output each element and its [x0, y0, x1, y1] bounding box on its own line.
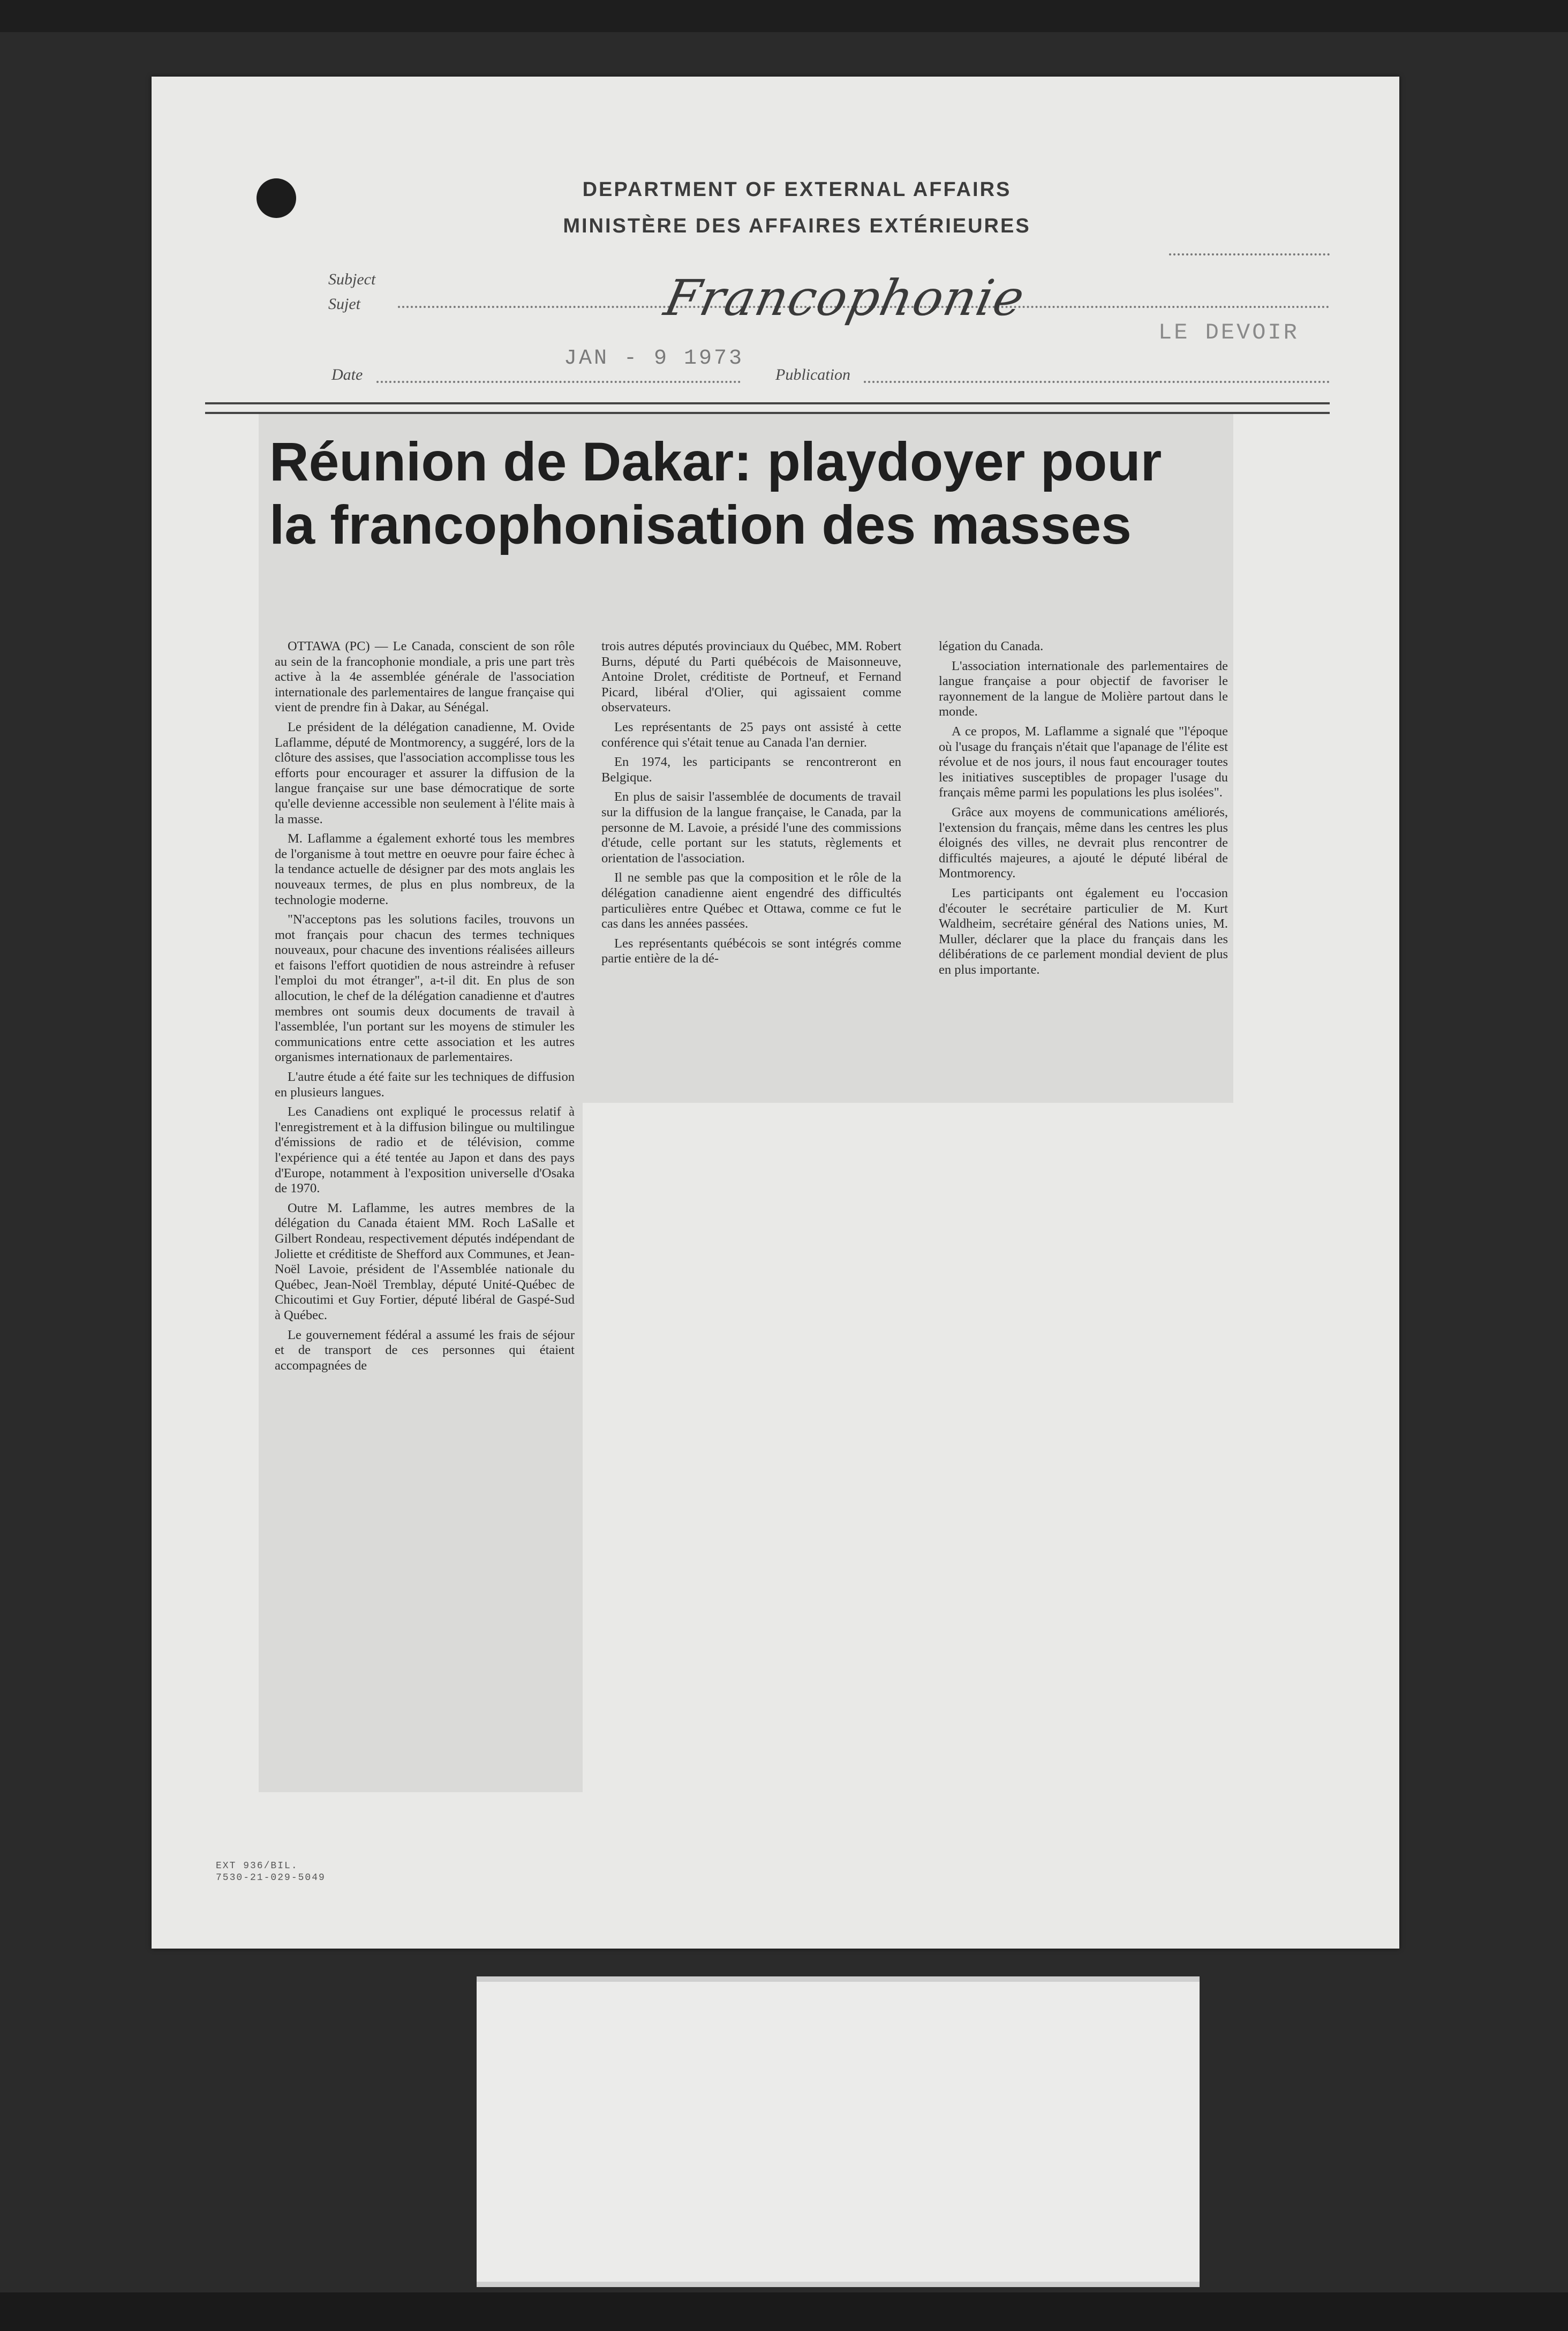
newspaper-clipping: [259, 414, 1239, 1796]
col1-paragraph: Outre M. Laflamme, les autres membres de la délégation du Canada étaient MM. Roch LaSalle et Gilbert Rondeau, respectivement députés indépendant de Joliette et créditiste de Shefford aux Communes, et Jean-Noël Lavoie, président de l'Assemblée nationale du Québec, Jean-Noël Tremblay, député Unité-Québec de Chicoutimi et Guy Fortier, député libéral de Gaspé-Sud à Québec.: [275, 1200, 575, 1322]
col2-paragraph: Les représentants québécois se sont intégrés comme partie entière de la dé-: [601, 936, 901, 966]
col3-paragraph: Les participants ont également eu l'occasion d'écouter le secrétaire particulier de M. Kurt Waldheim, secrétaire général des Nations unies, M. Muller, déclarer que la place du français dans les délibérations de ce parlement mondial devient de plus en plus importante.: [939, 885, 1228, 977]
department-title-en: DEPARTMENT OF EXTERNAL AFFAIRS: [582, 178, 1012, 201]
article-headline: [269, 430, 1228, 557]
headline-line-2: la francophonisation des masses: [269, 494, 1132, 555]
col1-paragraph: Le président de la délégation canadienne, M. Ovide Laflamme, député de Montmorency, a suggéré, lors de la clôture des assises, que l'association accomplisse tous les efforts pour encourager et assurer la diffusion de la langue française sur une base démocratique de sorte qu'elle devienne accessible non seulement à l'élite mais à la masse.: [275, 719, 575, 826]
col3-paragraph: Grâce aux moyens de communications améliorés, l'extension du français, même dans les centres les plus éloignés des villes, ne devrait plus rencontrer de difficultés majeures, a ajouté le député libéral de Montmorency.: [939, 804, 1228, 881]
sujet-label: Sujet: [328, 295, 360, 313]
date-stamp: JAN - 9 1973: [564, 347, 744, 371]
headline-line-1: Réunion de Dakar: playdoyer pour: [269, 431, 1162, 492]
col1-paragraph: Le gouvernement fédéral a assumé les frais de séjour et de transport de ces personnes qui étaient accompagnées de: [275, 1327, 575, 1373]
subject-handwritten-value: Francophonie: [659, 269, 1030, 327]
publication-stamp: LE DEVOIR: [1158, 320, 1299, 345]
article-column-1: [275, 639, 575, 1378]
col1-paragraph: M. Laflamme a également exhorté tous les membres de l'organisme à tout mettre en oeuvre pour faire échec à la tendance actuelle de désigner par des mots anglais les nouveaux termes, de plus en plus nombreux, de la technologie moderne.: [275, 831, 575, 907]
date-label: Date: [331, 366, 363, 384]
form-code: [216, 1860, 326, 1884]
col1-paragraph: OTTAWA (PC) — Le Canada, conscient de son rôle au sein de la francophonie mondiale, a pris une part très active à la 4e assemblée générale de l'association internationale des parlementaires de langue française qui vient de prendre fin à Dakar, au Sénégal.: [275, 639, 575, 715]
article-column-2: [601, 639, 901, 971]
col2-paragraph: Les représentants de 25 pays ont assisté à cette conférence qui s'était tenue au Canada l'an dernier.: [601, 719, 901, 750]
col2-paragraph: En 1974, les participants se rencontreront en Belgique.: [601, 755, 901, 785]
publication-line: [864, 381, 1330, 383]
date-line: [376, 381, 741, 383]
top-right-rule: [1169, 253, 1330, 255]
header-double-rule: [205, 402, 1330, 414]
department-title-fr: MINISTÈRE DES AFFAIRES EXTÉRIEURES: [563, 215, 1031, 237]
col2-paragraph: En plus de saisir l'assemblée de documents de travail sur la diffusion de la langue française, le Canada, par la personne de M. Lavoie, a présidé l'une des commissions d'étude, celle portant sur les statuts, règlements et orientation de l'association.: [601, 789, 901, 866]
col3-paragraph: légation du Canada.: [939, 639, 1044, 653]
film-edge-top: [0, 0, 1568, 32]
col2-paragraph: Il ne semble pas que la composition et le rôle de la délégation canadienne aient engendré des difficultés particulières entre Québec et Ottawa, comme ce fut le cas dans les années passées.: [601, 870, 901, 931]
publication-label: Publication: [775, 366, 850, 384]
col2-paragraph: trois autres députés provinciaux du Québec, MM. Robert Burns, député du Parti québécois de Maisonneuve, Antoine Drolet, créditiste de Portneuf, et Fernand Picard, libéral d'Olier, qui agissaient comme observateurs.: [601, 639, 901, 715]
col1-paragraph: Les Canadiens ont expliqué le processus relatif à l'enregistrement et à la diffusion bilingue ou multilingue d'émissions de radio et de télévision, comme l'expérience qui a été tentée au Japon et dans des pays d'Europe, notamment à l'exposition universelle d'Osaka de 1970.: [275, 1104, 575, 1196]
col3-paragraph: L'association internationale des parlementaires de langue française a pour objectif de favoriser le rayonnement de la langue de Molière partout dans le monde.: [939, 658, 1228, 719]
article-column-3: [939, 639, 1228, 982]
col1-paragraph: L'autre étude a été faite sur les techniques de diffusion en plusieurs langues.: [275, 1070, 575, 1100]
subject-label: Subject: [328, 270, 376, 288]
form-code-line-1: EXT 936/BIL.: [216, 1861, 298, 1871]
col3-paragraph: A ce propos, M. Laflamme a signalé que "l'époque où l'usage du français n'était que l'apanage de l'élite est révolue et de nos jours, il nous faut encourager toutes les initiatives susceptibles de propager l'usage du français même parmi les populations les plus isolées".: [939, 724, 1228, 800]
document-sheet: [152, 77, 1399, 1949]
form-code-line-2: 7530-21-029-5049: [216, 1873, 326, 1883]
col1-paragraph: "N'acceptons pas les solutions faciles, trouvons un mot français pour chacun des termes techniques nouveaux, pour chacune des inventions réalisées ailleurs et faisons l'effort quotidien de nous astreindre à refuser l'emploi du mot étranger", a-t-il dit. En plus de son allocution, le chef de la délégation canadienne et d'autres membres ont soumis deux documents de travail à l'assemblée, l'un portant sur les moyens de stimuler les communications entre cette association et les autres organismes internationaux de parlementaires.: [275, 912, 575, 1065]
lower-blank-card: [477, 1976, 1200, 2287]
film-edge-bottom: [0, 2292, 1568, 2331]
